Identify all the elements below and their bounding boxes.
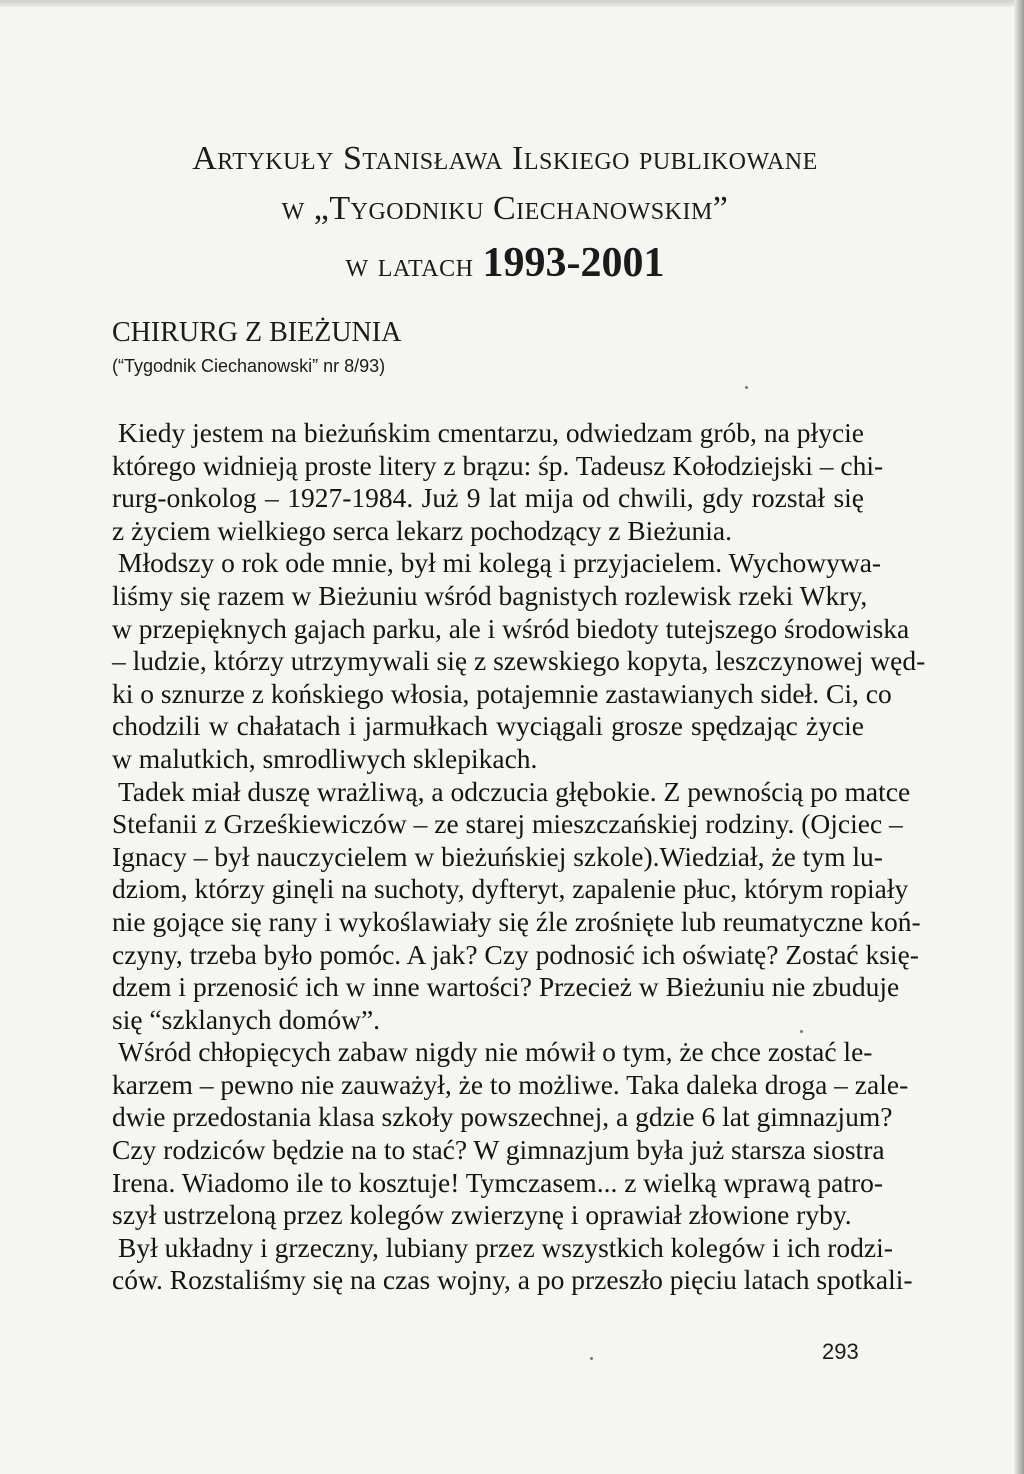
text-line: Czy rodziców będzie na to stać? W gimnazjum była już starsza siostra bbox=[112, 1134, 885, 1166]
scan-top-edge bbox=[0, 0, 1024, 7]
text-line: dwie przedostania klasa szkoły powszechnej, a gdzie 6 lat gimnazjum? bbox=[112, 1101, 893, 1133]
text-line: którego widnieją proste litery z brązu: śp. Tadeusz Kołodziejski – chi- bbox=[112, 449, 884, 481]
text-line: Ignacy – był nauczycielem w bieżuńskiej szkole).Wiedział, że tym lu- bbox=[112, 840, 883, 872]
text-line: – ludzie, którzy utrzymywali się z szewskiego kopyta, leszczynowej węd- bbox=[112, 645, 926, 677]
scan-speck bbox=[590, 1357, 593, 1360]
text-line: Irena. Wiadomo ile to kosztuje! Tymczasem... z wielką wprawą patro- bbox=[112, 1166, 884, 1198]
text-line: Tadek miał duszę wrażliwą, a odczucia głębokie. Z pewnością po matce bbox=[118, 775, 911, 807]
text-line: Wśród chłopięcych zabaw nigdy nie mówił o tym, że chce zostać le- bbox=[118, 1036, 873, 1068]
text-line: z życiem wielkiego serca lekarz pochodzący z Bieżunia. bbox=[112, 514, 732, 546]
text-line: ki o sznurze z końskiego włosia, potajemnie zastawianych sideł. Ci, co bbox=[112, 677, 892, 709]
text-line: ców. Rozstaliśmy się na czas wojny, a po przeszło pięciu latach spotkali- bbox=[112, 1264, 913, 1296]
article-source: (“Tygodnik Ciechanowski” nr 8/93) bbox=[112, 356, 386, 376]
text-line: chodzili w chałatach i jarmułkach wyciągali grosze spędzając życie bbox=[112, 710, 864, 742]
text-line: czyny, trzeba było pomóc. A jak? Czy podnosić ich oświatę? Zostać księ- bbox=[112, 938, 919, 970]
text-line: się “szklanych domów”. bbox=[112, 1003, 381, 1035]
heading-years: 1993-2001 bbox=[482, 240, 665, 286]
text-line: w przepięknych gajach parku, ale i wśród biedoty tutejszego środowiska bbox=[112, 612, 910, 644]
heading-line-3 bbox=[0, 239, 1010, 287]
heading-line-2: w „Tygodniku Ciechanowskim” bbox=[281, 190, 729, 227]
text-line: dziom, którzy ginęli na suchoty, dyfteryt, zapalenie płuc, którym ropiały bbox=[112, 873, 909, 905]
page-number: 293 bbox=[822, 1339, 859, 1364]
text-line: w malutkich, smrodliwych sklepikach. bbox=[112, 742, 538, 774]
text-line: karzem – pewno nie zauważył, że to możliwe. Taka daleka droga – zale- bbox=[112, 1068, 909, 1100]
scan-speck bbox=[800, 1030, 803, 1033]
text-line: Młodszy o rok ode mnie, był mi kolegą i przyjacielem. Wychowywa- bbox=[118, 547, 882, 579]
scan-speck bbox=[745, 386, 748, 389]
text-line: rurg-onkolog – 1927-1984. Już 9 lat mija od chwili, gdy rozstał się bbox=[112, 482, 864, 514]
heading-line-1: Artykuły Stanisława Ilskiego publikowane bbox=[192, 140, 818, 177]
text-line: dzem i przenosić ich w inne wartości? Przecież w Bieżuniu nie zbuduje bbox=[112, 971, 900, 1003]
text-line: nie gojące się rany i wykoślawiały się źle zrośnięte lub reumatyczne koń- bbox=[112, 905, 921, 937]
heading-line-3-prefix: w latach bbox=[345, 247, 483, 284]
article-title: CHIRURG Z BIEŻUNIA bbox=[112, 317, 402, 348]
scan-right-edge bbox=[1014, 0, 1024, 1474]
text-line: Stefanii z Grześkiewiczów – ze starej mieszczańskiej rodziny. (Ojciec – bbox=[112, 808, 903, 840]
text-line: liśmy się razem w Bieżuniu wśród bagnistych rozlewisk rzeki Wkry, bbox=[112, 579, 868, 611]
text-line: Kiedy jestem na bieżuńskim cmentarzu, odwiedzam grób, na płycie bbox=[118, 417, 864, 448]
text-line: szył ustrzeloną przez kolegów zwierzynę i oprawiał złowione ryby. bbox=[112, 1199, 852, 1231]
article-body bbox=[112, 417, 926, 1297]
text-line: Był układny i grzeczny, lubiany przez wszystkich kolegów i ich rodzi- bbox=[118, 1231, 893, 1263]
